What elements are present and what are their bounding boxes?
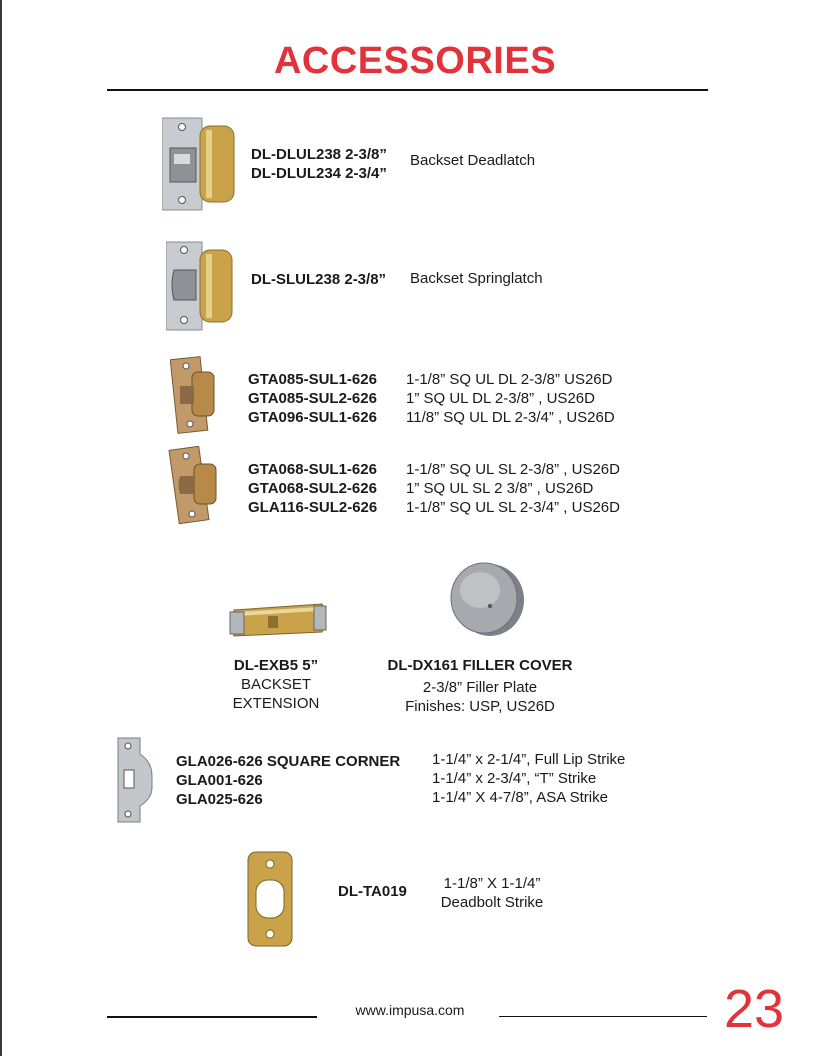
- gt-dl-code-1: GTA085-SUL1-626: [248, 371, 377, 388]
- strike-code-3: GLA025-626: [176, 791, 263, 808]
- strike-code-2: GLA001-626: [176, 772, 263, 789]
- filler-desc-1: 2-3/8” Filler Plate: [422, 679, 538, 696]
- gt-sl-desc-3: 1-1/8” SQ UL SL 2-3/4” , US26D: [406, 499, 620, 516]
- strike-desc-3: 1-1/4” X 4-7/8”, ASA Strike: [432, 789, 608, 806]
- deadlatch-code-1: DL-DLUL238 2-3/8”: [251, 146, 387, 163]
- gt-sl-code-1: GTA068-SUL1-626: [248, 461, 377, 478]
- gt-sl-code-3: GLA116-SUL2-626: [248, 499, 378, 516]
- gt-deadlatch-image: [170, 356, 218, 436]
- filler-code: DL-DX161 FILLER COVER: [387, 657, 573, 674]
- gt-dl-desc-2: 1” SQ UL DL 2-3/8” , US26D: [406, 390, 595, 407]
- strike-desc-1: 1-1/4” x 2-1/4”, Full Lip Strike: [432, 751, 626, 768]
- gt-springlatch-image: [168, 446, 220, 526]
- gt-sl-code-2: GTA068-SUL2-626: [248, 480, 377, 497]
- page-number: 23: [724, 979, 785, 1039]
- strike-plate-image: [116, 736, 156, 824]
- gt-sl-desc-2: 1” SQ UL SL 2 3/8” , US26D: [406, 480, 594, 497]
- deadlatch-desc: Backset Deadlatch: [410, 152, 536, 169]
- gt-dl-code-3: GTA096-SUL1-626: [248, 409, 377, 426]
- title-rule: [107, 89, 708, 91]
- backset-extension-image: [228, 596, 332, 642]
- extension-desc-1: BACKSET: [240, 676, 312, 693]
- deadlatch-code-2: DL-DLUL234 2-3/4”: [251, 165, 387, 182]
- gt-sl-desc-1: 1-1/8” SQ UL SL 2-3/8” , US26D: [406, 461, 620, 478]
- footer-rule-left: [107, 1016, 317, 1018]
- strike-code-1: GLA026-626 SQUARE CORNER: [176, 753, 401, 770]
- footer-website[interactable]: www.impusa.com: [355, 1002, 465, 1018]
- filler-desc-2: Finishes: USP, US26D: [405, 698, 555, 715]
- springlatch-desc: Backset Springlatch: [410, 270, 543, 287]
- gt-dl-code-2: GTA085-SUL2-626: [248, 390, 377, 407]
- springlatch-image: [166, 240, 236, 332]
- footer-rule-right: [499, 1016, 707, 1017]
- strike-desc-2: 1-1/4” x 2-3/4”, “T” Strike: [432, 770, 597, 787]
- page-title: ACCESSORIES: [273, 40, 557, 82]
- filler-cover-image: [440, 560, 530, 640]
- deadlatch-image: [162, 116, 240, 212]
- springlatch-code: DL-SLUL238 2-3/8”: [251, 271, 387, 288]
- deadbolt-strike-code: DL-TA019: [338, 883, 407, 900]
- page-left-edge: [0, 0, 2, 1056]
- extension-code: DL-EXB5 5”: [233, 657, 319, 674]
- deadbolt-strike-desc-1: 1-1/8” X 1-1/4”: [443, 875, 541, 892]
- deadbolt-strike-desc-2: Deadbolt Strike: [440, 894, 544, 911]
- extension-desc-2: EXTENSION: [232, 695, 320, 712]
- gt-dl-desc-3: 11/8” SQ UL DL 2-3/4” , US26D: [406, 409, 615, 426]
- deadbolt-strike-image: [246, 850, 294, 948]
- gt-dl-desc-1: 1-1/8” SQ UL DL 2-3/8” US26D: [406, 371, 613, 388]
